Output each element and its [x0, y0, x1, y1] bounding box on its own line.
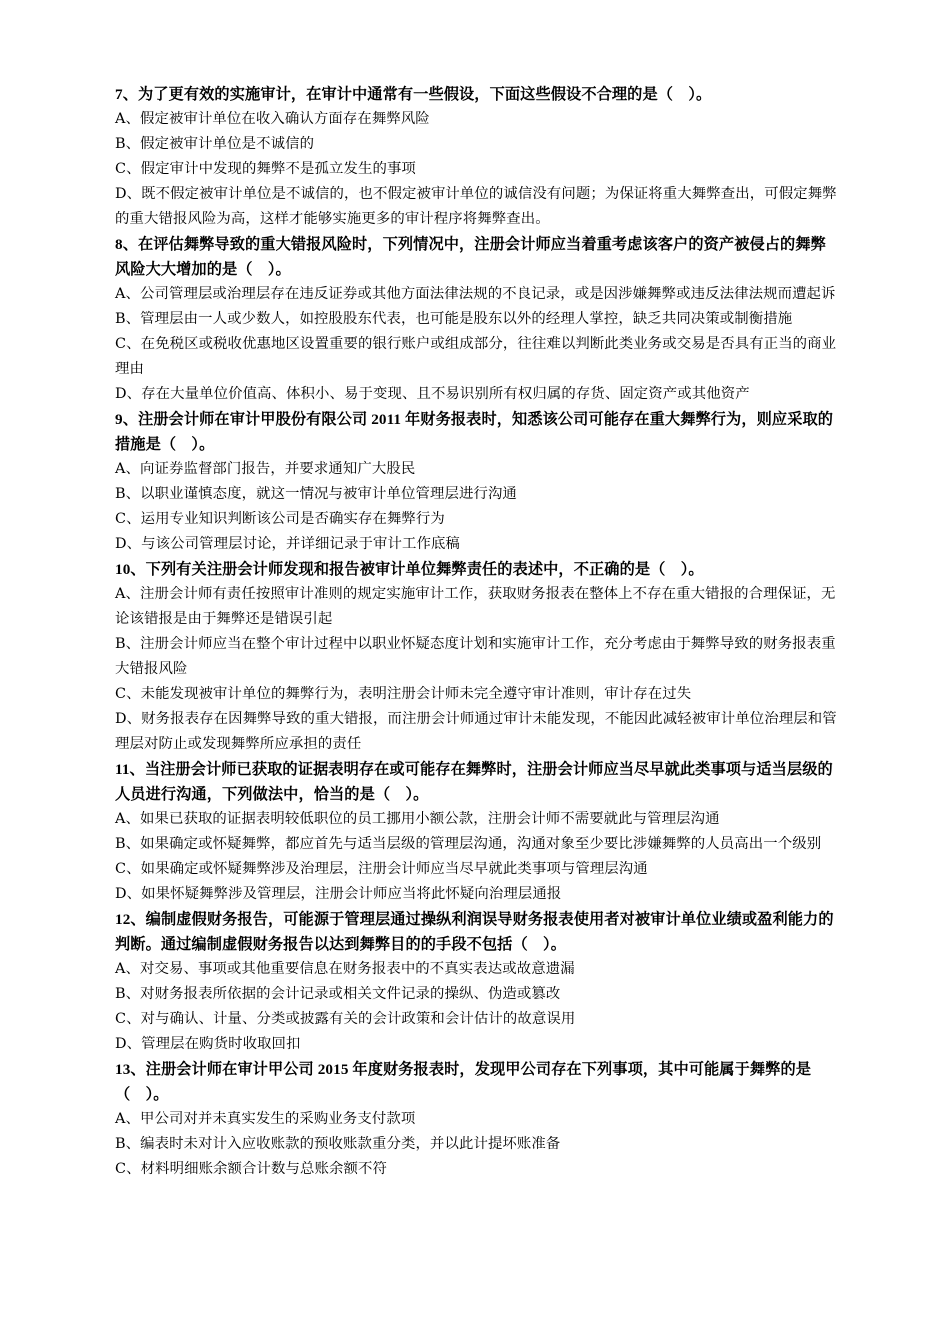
option-c: C、如果确定或怀疑舞弊涉及治理层，注册会计师应当尽早就此类事项与管理层沟通 [115, 861, 648, 877]
option-d: D、如果怀疑舞弊涉及管理层，注册会计师应当将此怀疑向治理层通报 [115, 886, 562, 902]
question-11 [115, 757, 839, 907]
question-7 [115, 82, 839, 232]
option-b: B、对财务报表所依据的会计记录或相关文件记录的操纵、伪造或篡改 [115, 986, 561, 1002]
question-stem: 10、下列有关注册会计师发现和报告被审计单位舞弊责任的表述中，不正确的是（ ）。 [115, 561, 704, 578]
option-d: D、既不假定被审计单位是不诚信的，也不假定被审计单位的诚信没有问题；为保证将重大舞弊查出，可假定舞弊的重大错报风险为高，这样才能够实施更多的审计程序将舞弊查出。 [115, 186, 837, 227]
question-stem: 7、为了更有效的实施审计，在审计中通常有一些假设，下面这些假设不合理的是（ ）。 [115, 86, 712, 103]
option-d: D、财务报表存在因舞弊导致的重大错报，而注册会计师通过审计未能发现，不能因此减轻被审计单位治理层和管理层对防止或发现舞弊所应承担的责任 [115, 711, 837, 752]
question-12 [115, 907, 839, 1057]
question-13 [115, 1057, 839, 1182]
question-9 [115, 407, 839, 557]
option-a: A、对交易、事项或其他重要信息在财务报表中的不真实表达或故意遗漏 [115, 961, 575, 977]
option-c: C、假定审计中发现的舞弊不是孤立发生的事项 [115, 161, 416, 177]
question-stem: 12、编制虚假财务报告，可能源于管理层通过操纵利润误导财务报表使用者对被审计单位业绩或盈利能力的判断。通过编制虚假财务报告以达到舞弊目的的手段不包括（ ）。 [115, 911, 834, 953]
option-d: D、管理层在购货时收取回扣 [115, 1036, 301, 1052]
option-c: C、运用专业知识判断该公司是否确实存在舞弊行为 [115, 511, 445, 527]
option-b: B、假定被审计单位是不诚信的 [115, 136, 315, 152]
question-10 [115, 557, 839, 757]
question-stem: 8、在评估舞弊导致的重大错报风险时，下列情况中，注册会计师应当着重考虑该客户的资产被侵占的舞弊风险大大增加的是（ ）。 [115, 236, 826, 278]
option-a: A、公司管理层或治理层存在违反证券或其他方面法律法规的不良记录，或是因涉嫌舞弊或违反法律法规而遭起诉 [115, 286, 836, 302]
option-c: C、未能发现被审计单位的舞弊行为，表明注册会计师未完全遵守审计准则，审计存在过失 [115, 686, 692, 702]
option-d: D、存在大量单位价值高、体积小、易于变现、且不易识别所有权归属的存货、固定资产或其他资产 [115, 386, 750, 402]
option-a: A、注册会计师有责任按照审计准则的规定实施审计工作，获取财务报表在整体上不存在重大错报的合理保证，无论该错报是由于舞弊还是错误引起 [115, 586, 836, 627]
option-b: B、编表时未对计入应收账款的预收账款重分类，并以此计提坏账准备 [115, 1136, 561, 1152]
option-a: A、甲公司对并未真实发生的采购业务支付款项 [115, 1111, 416, 1127]
question-stem: 9、注册会计师在审计甲股份有限公司 2011 年财务报表时，知悉该公司可能存在重大舞弊行为，则应采取的措施是（ ）。 [115, 411, 834, 453]
question-stem: 13、注册会计师在审计甲公司 2015 年度财务报表时，发现甲公司存在下列事项，其中可能属于舞弊的是（ ）。 [115, 1061, 812, 1103]
option-a: A、向证券监督部门报告，并要求通知广大股民 [115, 461, 416, 477]
option-d: D、与该公司管理层讨论，并详细记录于审计工作底稿 [115, 536, 460, 552]
option-b: B、注册会计师应当在整个审计过程中以职业怀疑态度计划和实施审计工作，充分考虑由于舞弊导致的财务报表重大错报风险 [115, 636, 836, 677]
option-c: C、在免税区或税收优惠地区设置重要的银行账户或组成部分，往往难以判断此类业务或交易是否具有正当的商业理由 [115, 336, 837, 377]
option-b: B、如果确定或怀疑舞弊，都应首先与适当层级的管理层沟通，沟通对象至少要比涉嫌舞弊的人员高出一个级别 [115, 836, 822, 852]
question-8 [115, 232, 839, 407]
option-a: A、如果已获取的证据表明较低职位的员工挪用小额公款，注册会计师不需要就此与管理层沟通 [115, 811, 720, 827]
option-b: B、管理层由一人或少数人，如控股股东代表，也可能是股东以外的经理人掌控，缺乏共同决策或制衡措施 [115, 311, 793, 327]
option-c: C、对与确认、计量、分类或披露有关的会计政策和会计估计的故意误用 [115, 1011, 576, 1027]
question-stem: 11、当注册会计师已获取的证据表明存在或可能存在舞弊时，注册会计师应当尽早就此类事项与适当层级的人员进行沟通，下列做法中，恰当的是（ ）。 [115, 761, 833, 803]
document-page [115, 82, 839, 1182]
option-b: B、以职业谨慎态度，就这一情况与被审计单位管理层进行沟通 [115, 486, 517, 502]
option-c: C、材料明细账余额合计数与总账余额不符 [115, 1161, 387, 1177]
option-a: A、假定被审计单位在收入确认方面存在舞弊风险 [115, 111, 430, 127]
